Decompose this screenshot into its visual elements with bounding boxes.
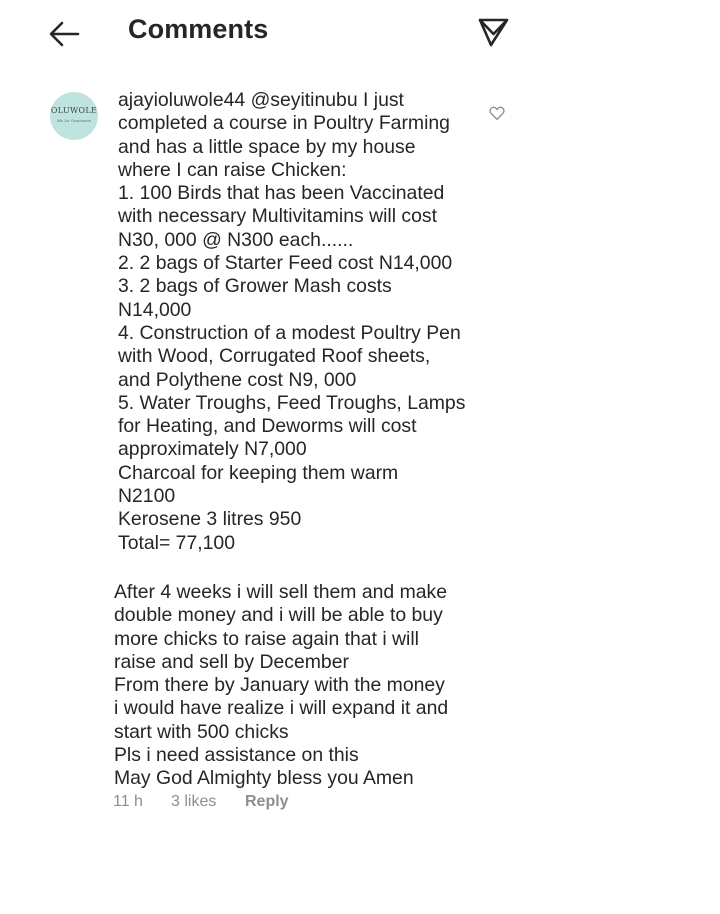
back-button[interactable] bbox=[44, 14, 88, 54]
avatar-logo-subtext: Ms Le Gracieuse bbox=[56, 118, 92, 123]
comment-text-line: for Heating, and Deworms will cost bbox=[118, 415, 417, 438]
comment-text-line: and Polythene cost N9, 000 bbox=[118, 368, 357, 391]
reply-button[interactable]: Reply bbox=[245, 793, 289, 810]
comment-text-line: Total= 77,100 bbox=[118, 531, 235, 554]
arrow-left-icon bbox=[44, 14, 88, 54]
comment-text-line: Pls i need assistance on this bbox=[114, 744, 359, 767]
comment-text-line: May God Almighty bless you Amen bbox=[114, 767, 414, 790]
comment-text-line: I just bbox=[363, 89, 404, 111]
comment-text-line: start with 500 chicks bbox=[114, 720, 289, 743]
like-button[interactable] bbox=[488, 104, 506, 122]
comment-text-line: completed a course in Poultry Farming bbox=[118, 112, 450, 135]
comment-text-line: i would have realize i will expand it and bbox=[114, 697, 449, 720]
comment-text-line: N14,000 bbox=[118, 298, 192, 321]
comment-likes-count[interactable]: 3 likes bbox=[171, 793, 217, 810]
comment-text-line: 4. Construction of a modest Poultry Pen bbox=[118, 321, 461, 344]
comment-text-line: with Wood, Corrugated Roof sheets, bbox=[118, 345, 431, 368]
heart-outline-icon bbox=[488, 104, 506, 122]
avatar-logo-text: OLUWOLE bbox=[50, 106, 98, 115]
comment-text-line: 3. 2 bags of Grower Mash costs bbox=[118, 275, 392, 298]
comment-text bbox=[118, 89, 488, 555]
comment-text-line: N2100 bbox=[118, 485, 176, 508]
comment-text-line: and has a little space by my house bbox=[118, 135, 416, 158]
comment-text-line: raise and sell by December bbox=[114, 650, 349, 673]
comment-username[interactable]: ajayioluwole44 bbox=[118, 89, 246, 111]
comment-text-line: From there by January with the money bbox=[114, 674, 445, 697]
comment-text-line: Charcoal for keeping them warm bbox=[118, 461, 399, 484]
comment-text-line: approximately N7,000 bbox=[118, 438, 307, 461]
comment-text-line: Kerosene 3 litres 950 bbox=[118, 508, 302, 531]
paper-plane-icon bbox=[474, 12, 514, 52]
comment-text-line: 5. Water Troughs, Feed Troughs, Lamps bbox=[118, 391, 466, 414]
avatar[interactable] bbox=[50, 92, 98, 140]
comment-text-line: where I can raise Chicken: bbox=[118, 158, 347, 181]
share-button[interactable] bbox=[474, 12, 514, 52]
comment-text-line: with necessary Multivitamins will cost bbox=[118, 205, 437, 228]
comment-text-line: double money and i will be able to buy bbox=[114, 604, 443, 627]
comment-text-line: N30, 000 @ N300 each...... bbox=[118, 228, 354, 251]
comment-mention[interactable]: @seyitinubu bbox=[250, 89, 358, 111]
comment-timestamp: 11 h bbox=[113, 793, 143, 810]
comment-text-line: 2. 2 bags of Starter Feed cost N14,000 bbox=[118, 252, 453, 275]
comment-continuation bbox=[114, 581, 484, 791]
page-title: Comments bbox=[128, 14, 269, 44]
comment-text-line: After 4 weeks i will sell them and make bbox=[114, 581, 448, 603]
top-bar bbox=[0, 0, 720, 66]
comment-text-line: more chicks to raise again that i will bbox=[114, 627, 419, 650]
comment-first-line bbox=[118, 89, 488, 112]
comment-text-line: 1. 100 Birds that has been Vaccinated bbox=[118, 182, 445, 205]
